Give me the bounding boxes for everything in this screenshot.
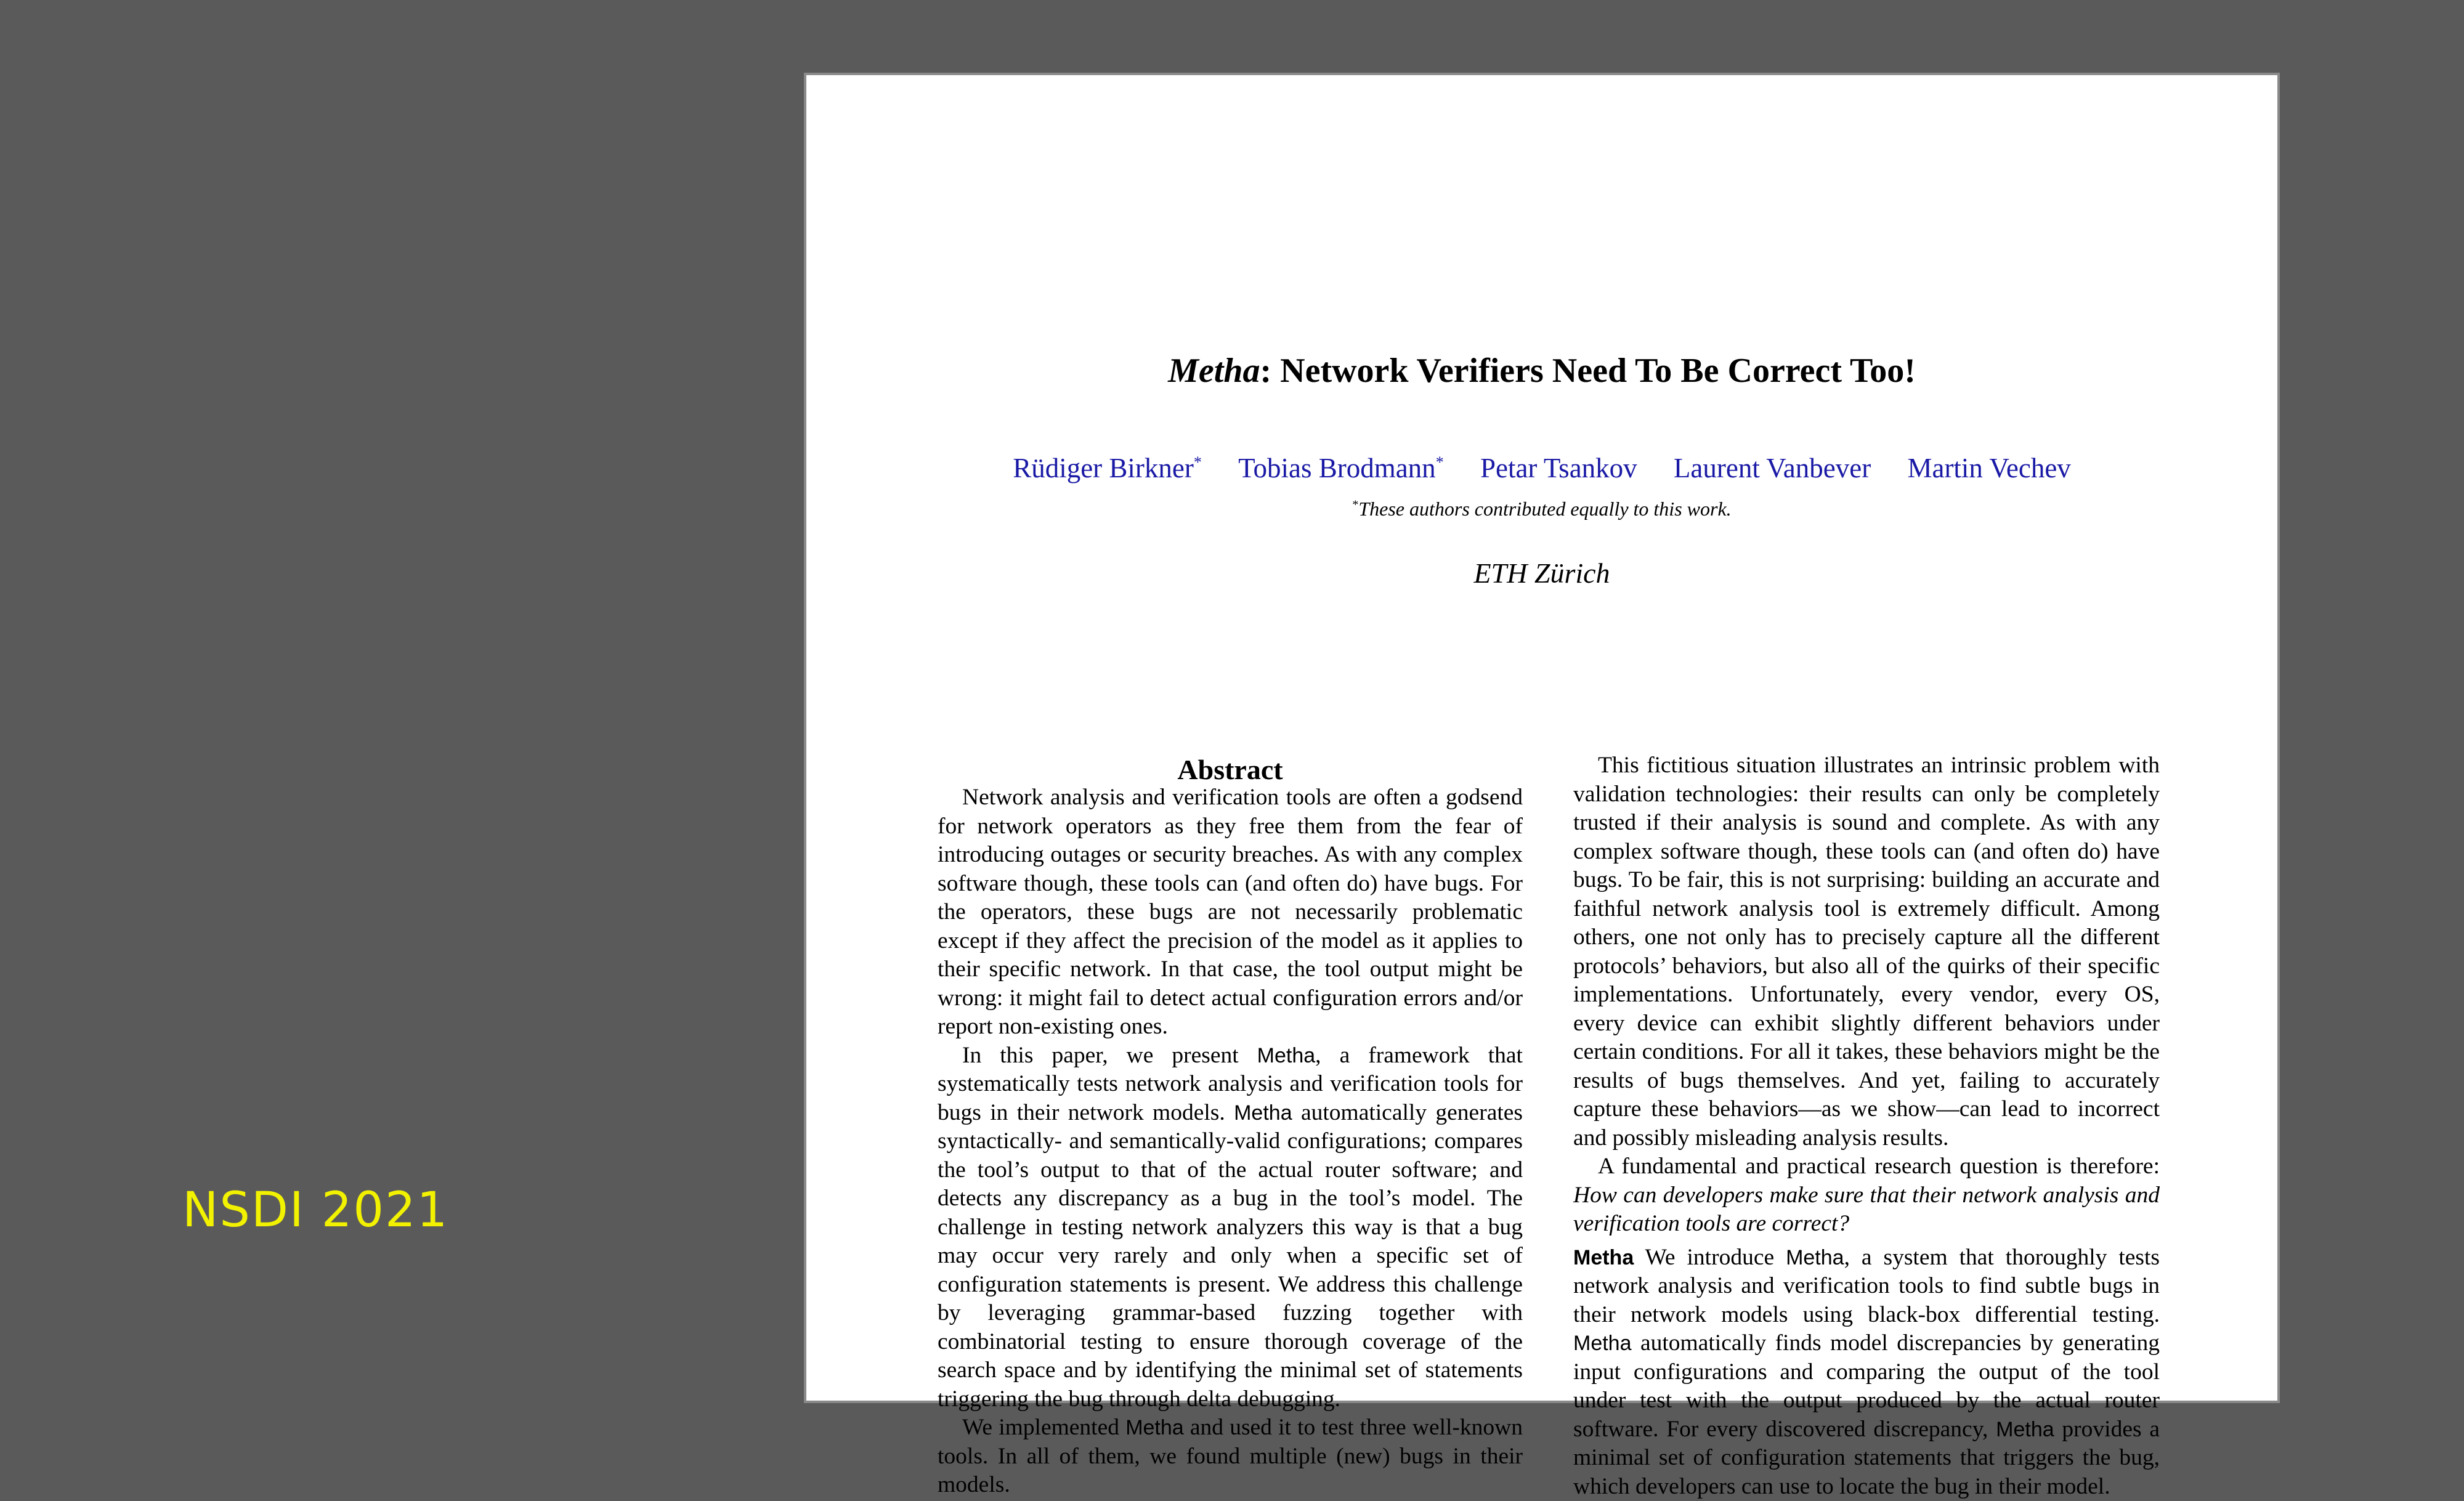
author-link[interactable]: Tobias Brodmann*: [1238, 453, 1444, 483]
intro-paragraph: A fundamental and practical research question is therefore: How can developers make sure that their network analysis and verification tools are correct?: [1573, 1152, 2160, 1239]
abstract-paragraph: In this paper, we present Metha, a framework that systematically tests network analysis and verification tools for bugs in their network models. Metha automatically generates syntactically- and semantically-valid configurations; compares the tool’s output to that of the actual router software; and detects any discrepancy as a bug in the tool’s model. The challenge in testing network analyzers this way is that a bug may occur very rarely and only when a specific set of configuration statements is present. We address this challenge by leveraging grammar-based fuzzing together with combinatorial testing to ensure thorough coverage of the search space and by identifying the minimal set of statements triggering the bug through delta debugging.: [938, 1042, 1523, 1414]
right-column: [1573, 751, 2160, 1501]
system-name: Metha: [1257, 1044, 1316, 1067]
equal-contribution-mark: *: [1436, 453, 1444, 471]
abstract-heading: Abstract: [938, 751, 1523, 788]
author-link[interactable]: Petar Tsankov: [1480, 453, 1637, 483]
affiliation: ETH Zürich: [806, 557, 2277, 589]
title-system-name: Metha: [1168, 352, 1260, 390]
title-text: : Network Verifiers Need To Be Correct Too!: [1260, 352, 1916, 390]
paragraph-lead: Metha: [1573, 1246, 1634, 1269]
left-column: [938, 751, 1523, 1500]
system-name: Metha: [1125, 1416, 1184, 1439]
system-name: Metha: [1573, 1332, 1632, 1355]
abstract-paragraph: We implemented Metha and used it to test three well-known tools. In all of them, we found multiple (new) bugs in their models.: [938, 1414, 1523, 1500]
abstract-paragraph: Network analysis and verification tools are often a godsend for network operators as they free them from the fear of introducing outages or security breaches. As with any complex software though, these tools can (and often do) have bugs. For the operators, these bugs are not necessarily problematic except if they affect the precision of the model as it applies to their specific network. In that case, the tool output might be wrong: it might fail to detect actual configuration errors and/or report non-existing ones.: [938, 783, 1523, 1042]
system-name: Metha: [1996, 1418, 2054, 1441]
research-question: How can developers make sure that their network analysis and verification tools are correct?: [1573, 1183, 2160, 1237]
author-link[interactable]: Rüdiger Birkner*: [1013, 453, 1202, 483]
paper-title: [806, 351, 2277, 390]
intro-paragraph: This fictitious situation illustrates an intrinsic problem with validation technologies: their results can only be completely trusted if their analysis is sound and complete. As with any complex software though, these tools can (and often do) have bugs. To be fair, this is not surprising: building an accurate and faithful network analysis tool is extremely difficult. Among others, one not only has to precisely capture all the different protocols’ behaviors, but also all of the quirks of their specific implementations. Unfortunately, every vendor, every OS, every device can exhibit slightly different behaviors under certain conditions. For all it takes, these behaviors might be the results of bugs themselves. And yet, failing to accurately capture these behaviors—as we show—can lead to incorrect and possibly misleading analysis results.: [1573, 751, 2160, 1152]
paper-page: [804, 73, 2280, 1403]
intro-paragraph: Metha We introduce Metha, a system that thoroughly tests network analysis and verification tools to find subtle bugs in their network models using black-box differential testing. Metha automatically finds model discrepancies by generating input configurations and comparing the output of the tool under test with the output produced by the actual router software. For every discovered discrepancy, Metha provides a minimal set of configuration statements that triggers the bug, which developers can use to locate the bug in their model.: [1573, 1244, 2160, 1501]
system-name: Metha: [1786, 1246, 1844, 1269]
author-link[interactable]: Laurent Vanbever: [1674, 453, 1871, 483]
equal-contribution-note: *These authors contributed equally to this work.: [806, 498, 2277, 520]
equal-contribution-mark: *: [1194, 453, 1202, 471]
system-name: Metha: [1234, 1101, 1292, 1125]
author-list: [806, 452, 2277, 484]
author-link[interactable]: Martin Vechev: [1907, 453, 2070, 483]
venue-label: NSDI 2021: [182, 1183, 448, 1238]
